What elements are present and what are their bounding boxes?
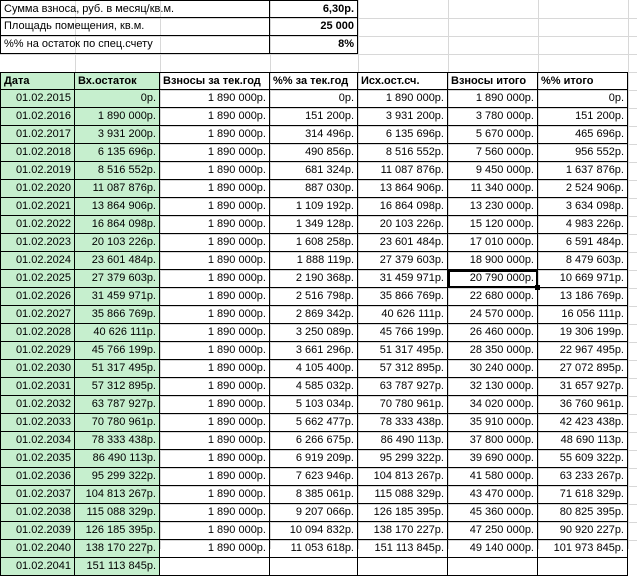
table-cell[interactable]: 115 088 329р. xyxy=(358,486,448,504)
column-header[interactable]: %% итого xyxy=(538,72,628,90)
table-cell[interactable]: 16 056 111р. xyxy=(538,306,628,324)
table-cell[interactable]: 1 890 000р. xyxy=(160,378,270,396)
table-cell[interactable]: 101 973 845р. xyxy=(538,540,628,558)
table-cell[interactable]: 32 130 000р. xyxy=(448,378,538,396)
table-cell[interactable]: 465 696р. xyxy=(538,126,628,144)
table-cell[interactable]: 45 766 199р. xyxy=(358,324,448,342)
table-cell[interactable]: 1 890 000р. xyxy=(160,342,270,360)
table-cell[interactable]: 39 690 000р. xyxy=(448,450,538,468)
table-cell[interactable]: 2 869 342р. xyxy=(270,306,358,324)
table-cell[interactable]: 1 890 000р. xyxy=(160,162,270,180)
table-cell[interactable]: 1 890 000р. xyxy=(160,90,270,108)
table-cell[interactable]: 70 780 961р. xyxy=(75,414,160,432)
table-cell[interactable]: 8 516 552р. xyxy=(75,162,160,180)
table-cell[interactable]: 11 340 000р. xyxy=(448,180,538,198)
table-cell[interactable]: 01.02.2023 xyxy=(0,234,75,252)
table-cell[interactable]: 01.02.2038 xyxy=(0,504,75,522)
table-cell[interactable]: 42 423 438р. xyxy=(538,414,628,432)
param-label[interactable]: Сумма взноса, руб. в месяц/кв.м. xyxy=(0,0,270,18)
table-cell[interactable]: 4 585 032р. xyxy=(270,378,358,396)
table-cell[interactable]: 45 360 000р. xyxy=(448,504,538,522)
table-cell[interactable]: 34 020 000р. xyxy=(448,396,538,414)
table-cell[interactable]: 40 626 111р. xyxy=(358,306,448,324)
table-cell[interactable]: 80 825 395р. xyxy=(538,504,628,522)
table-cell[interactable]: 3 931 200р. xyxy=(358,108,448,126)
table-cell[interactable]: 30 240 000р. xyxy=(448,360,538,378)
gridline xyxy=(628,0,629,549)
table-cell[interactable]: 956 552р. xyxy=(538,144,628,162)
table-cell[interactable]: 1 890 000р. xyxy=(448,90,538,108)
table-cell[interactable]: 45 766 199р. xyxy=(75,342,160,360)
table-cell[interactable]: 13 186 769р. xyxy=(538,288,628,306)
table-cell[interactable]: 1 890 000р. xyxy=(160,270,270,288)
table-cell[interactable]: 8 385 061р. xyxy=(270,486,358,504)
table-cell[interactable]: 01.02.2034 xyxy=(0,432,75,450)
table-cell[interactable]: 126 185 395р. xyxy=(75,522,160,540)
table-cell[interactable]: 5 662 477р. xyxy=(270,414,358,432)
table-cell[interactable]: 01.02.2030 xyxy=(0,360,75,378)
table-cell[interactable]: 138 170 227р. xyxy=(358,522,448,540)
table-cell[interactable]: 1 890 000р. xyxy=(160,108,270,126)
table-cell[interactable]: 1 890 000р. xyxy=(160,540,270,558)
table-cell[interactable]: 2 516 798р. xyxy=(270,288,358,306)
column-header[interactable]: Взносы итого xyxy=(448,72,538,90)
table-cell[interactable]: 314 496р. xyxy=(270,126,358,144)
table-cell[interactable]: 18 900 000р. xyxy=(448,252,538,270)
table-cell[interactable]: 01.02.2037 xyxy=(0,486,75,504)
table-cell[interactable]: 9 207 066р. xyxy=(270,504,358,522)
table-cell[interactable]: 01.02.2026 xyxy=(0,288,75,306)
table-cell[interactable] xyxy=(160,558,270,576)
table-cell[interactable]: 6 135 696р. xyxy=(358,126,448,144)
table-cell[interactable]: 5 670 000р. xyxy=(448,126,538,144)
table-cell[interactable]: 6 919 209р. xyxy=(270,450,358,468)
table-cell[interactable]: 51 317 495р. xyxy=(75,360,160,378)
table-cell[interactable]: 55 609 322р. xyxy=(538,450,628,468)
table-cell[interactable]: 01.02.2015 xyxy=(0,90,75,108)
table-cell[interactable]: 27 072 895р. xyxy=(538,360,628,378)
table-cell[interactable]: 20 103 226р. xyxy=(75,234,160,252)
table-cell[interactable]: 1 890 000р. xyxy=(160,126,270,144)
table-cell[interactable]: 13 230 000р. xyxy=(448,198,538,216)
table-cell[interactable]: 01.02.2025 xyxy=(0,270,75,288)
table-cell[interactable]: 7 623 946р. xyxy=(270,468,358,486)
table-cell[interactable]: 28 350 000р. xyxy=(448,342,538,360)
table-cell[interactable]: 01.02.2035 xyxy=(0,450,75,468)
table-cell[interactable]: 138 170 227р. xyxy=(75,540,160,558)
table-cell[interactable]: 15 120 000р. xyxy=(448,216,538,234)
table-cell[interactable]: 63 787 927р. xyxy=(358,378,448,396)
table-cell[interactable]: 01.02.2031 xyxy=(0,378,75,396)
table-cell[interactable]: 71 618 329р. xyxy=(538,486,628,504)
column-header[interactable]: Дата xyxy=(0,72,75,90)
table-cell[interactable]: 7 560 000р. xyxy=(448,144,538,162)
table-cell[interactable]: 01.02.2024 xyxy=(0,252,75,270)
table-cell[interactable]: 4 105 400р. xyxy=(270,360,358,378)
table-cell[interactable]: 78 333 438р. xyxy=(75,432,160,450)
table-cell[interactable]: 0р. xyxy=(270,90,358,108)
table-cell[interactable]: 23 601 484р. xyxy=(75,252,160,270)
table-cell[interactable]: 01.02.2039 xyxy=(0,522,75,540)
table-cell[interactable]: 1 890 000р. xyxy=(160,522,270,540)
table-cell[interactable]: 57 312 895р. xyxy=(75,378,160,396)
table-cell[interactable]: 1 890 000р. xyxy=(160,180,270,198)
table-cell[interactable]: 1 890 000р. xyxy=(160,288,270,306)
table-cell[interactable]: 16 864 098р. xyxy=(358,198,448,216)
table-cell[interactable]: 9 450 000р. xyxy=(448,162,538,180)
table-cell[interactable]: 86 490 113р. xyxy=(75,450,160,468)
table-cell[interactable]: 1 890 000р. xyxy=(160,324,270,342)
table-cell[interactable]: 48 690 113р. xyxy=(538,432,628,450)
table-cell[interactable]: 1 890 000р. xyxy=(160,414,270,432)
table-cell[interactable]: 151 113 845р. xyxy=(75,558,160,576)
table-cell[interactable]: 01.02.2019 xyxy=(0,162,75,180)
table-cell[interactable]: 01.02.2041 xyxy=(0,558,75,576)
param-value[interactable]: 8% xyxy=(270,36,358,54)
column-header[interactable]: %% за тек.год xyxy=(270,72,358,90)
table-cell[interactable]: 27 379 603р. xyxy=(358,252,448,270)
table-cell[interactable] xyxy=(448,558,538,576)
table-cell[interactable]: 95 299 322р. xyxy=(358,450,448,468)
table-cell[interactable]: 887 030р. xyxy=(270,180,358,198)
table-cell[interactable]: 11 053 618р. xyxy=(270,540,358,558)
table-cell[interactable]: 1 890 000р. xyxy=(160,198,270,216)
fill-handle[interactable] xyxy=(535,285,540,290)
table-cell[interactable]: 1 349 128р. xyxy=(270,216,358,234)
param-label[interactable]: Площадь помещения, кв.м. xyxy=(0,18,270,36)
table-cell[interactable]: 1 608 258р. xyxy=(270,234,358,252)
table-cell[interactable]: 3 931 200р. xyxy=(75,126,160,144)
table-cell[interactable]: 1 890 000р. xyxy=(160,360,270,378)
table-cell[interactable]: 01.02.2020 xyxy=(0,180,75,198)
table-cell[interactable]: 0р. xyxy=(75,90,160,108)
table-cell[interactable]: 01.02.2027 xyxy=(0,306,75,324)
table-cell[interactable]: 6 591 484р. xyxy=(538,234,628,252)
table-cell[interactable]: 5 103 034р. xyxy=(270,396,358,414)
table-cell[interactable] xyxy=(270,558,358,576)
table-cell[interactable]: 37 800 000р. xyxy=(448,432,538,450)
table-cell[interactable]: 01.02.2033 xyxy=(0,414,75,432)
table-cell[interactable]: 78 333 438р. xyxy=(358,414,448,432)
table-cell[interactable]: 11 087 876р. xyxy=(75,180,160,198)
table-cell[interactable]: 3 661 296р. xyxy=(270,342,358,360)
param-label[interactable]: %% на остаток по спец.счету xyxy=(0,36,270,54)
table-cell[interactable]: 90 920 227р. xyxy=(538,522,628,540)
table-cell[interactable]: 1 890 000р. xyxy=(160,450,270,468)
table-cell[interactable]: 1 890 000р. xyxy=(160,252,270,270)
table-cell[interactable]: 13 864 906р. xyxy=(75,198,160,216)
table-cell[interactable]: 1 890 000р. xyxy=(160,396,270,414)
table-cell[interactable]: 19 306 199р. xyxy=(538,324,628,342)
table-cell[interactable]: 36 760 961р. xyxy=(538,396,628,414)
table-cell[interactable]: 2 190 368р. xyxy=(270,270,358,288)
selected-cell[interactable]: 20 790 000р. xyxy=(448,270,538,288)
table-cell[interactable]: 8 516 552р. xyxy=(358,144,448,162)
table-cell[interactable]: 1 890 000р. xyxy=(160,234,270,252)
table-cell[interactable]: 01.02.2028 xyxy=(0,324,75,342)
column-header[interactable]: Взносы за тек.год xyxy=(160,72,270,90)
table-cell[interactable]: 1 890 000р. xyxy=(160,306,270,324)
table-cell[interactable]: 115 088 329р. xyxy=(75,504,160,522)
table-cell[interactable]: 63 787 927р. xyxy=(75,396,160,414)
table-cell[interactable]: 16 864 098р. xyxy=(75,216,160,234)
table-cell[interactable]: 1 637 876р. xyxy=(538,162,628,180)
table-cell[interactable]: 31 657 927р. xyxy=(538,378,628,396)
table-cell[interactable]: 104 813 267р. xyxy=(358,468,448,486)
column-header[interactable]: Вх.остаток xyxy=(75,72,160,90)
table-cell[interactable]: 01.02.2029 xyxy=(0,342,75,360)
table-cell[interactable]: 1 890 000р. xyxy=(358,90,448,108)
table-cell[interactable]: 1 109 192р. xyxy=(270,198,358,216)
param-value[interactable]: 25 000 xyxy=(270,18,358,36)
table-cell[interactable]: 1 888 119р. xyxy=(270,252,358,270)
table-cell[interactable]: 1 890 000р. xyxy=(160,432,270,450)
table-cell[interactable]: 63 233 267р. xyxy=(538,468,628,486)
table-cell[interactable]: 2 524 906р. xyxy=(538,180,628,198)
table-cell[interactable]: 01.02.2018 xyxy=(0,144,75,162)
table-cell[interactable]: 8 479 603р. xyxy=(538,252,628,270)
table-cell[interactable]: 10 669 971р. xyxy=(538,270,628,288)
table-cell[interactable]: 86 490 113р. xyxy=(358,432,448,450)
param-value[interactable]: 6,30р. xyxy=(270,0,358,18)
table-cell[interactable]: 35 866 769р. xyxy=(75,306,160,324)
table-cell[interactable]: 01.02.2021 xyxy=(0,198,75,216)
table-cell[interactable]: 70 780 961р. xyxy=(358,396,448,414)
table-cell[interactable]: 20 103 226р. xyxy=(358,216,448,234)
table-cell[interactable] xyxy=(538,558,628,576)
table-cell[interactable]: 95 299 322р. xyxy=(75,468,160,486)
table-cell[interactable]: 681 324р. xyxy=(270,162,358,180)
table-cell[interactable]: 1 890 000р. xyxy=(160,216,270,234)
table-cell[interactable]: 104 813 267р. xyxy=(75,486,160,504)
table-cell[interactable]: 49 140 000р. xyxy=(448,540,538,558)
table-cell[interactable]: 01.02.2036 xyxy=(0,468,75,486)
table-cell[interactable]: 01.02.2022 xyxy=(0,216,75,234)
table-cell[interactable]: 27 379 603р. xyxy=(75,270,160,288)
table-cell[interactable]: 01.02.2017 xyxy=(0,126,75,144)
table-cell[interactable]: 151 200р. xyxy=(270,108,358,126)
table-cell[interactable]: 47 250 000р. xyxy=(448,522,538,540)
table-cell[interactable] xyxy=(358,558,448,576)
table-cell[interactable]: 24 570 000р. xyxy=(448,306,538,324)
table-cell[interactable]: 1 890 000р. xyxy=(75,108,160,126)
table-cell[interactable]: 151 113 845р. xyxy=(358,540,448,558)
table-cell[interactable]: 41 580 000р. xyxy=(448,468,538,486)
table-cell[interactable]: 51 317 495р. xyxy=(358,342,448,360)
column-header[interactable]: Исх.ост.сч. xyxy=(358,72,448,90)
table-cell[interactable]: 01.02.2032 xyxy=(0,396,75,414)
table-cell[interactable]: 22 680 000р. xyxy=(448,288,538,306)
table-cell[interactable]: 126 185 395р. xyxy=(358,504,448,522)
table-cell[interactable]: 43 470 000р. xyxy=(448,486,538,504)
table-cell[interactable]: 3 250 089р. xyxy=(270,324,358,342)
table-cell[interactable]: 6 135 696р. xyxy=(75,144,160,162)
table-cell[interactable]: 35 910 000р. xyxy=(448,414,538,432)
gridline xyxy=(0,54,637,55)
table-cell[interactable]: 35 866 769р. xyxy=(358,288,448,306)
table-cell[interactable]: 11 087 876р. xyxy=(358,162,448,180)
table-cell[interactable]: 10 094 832р. xyxy=(270,522,358,540)
table-cell[interactable]: 1 890 000р. xyxy=(160,144,270,162)
table-cell[interactable]: 26 460 000р. xyxy=(448,324,538,342)
table-cell[interactable]: 4 983 226р. xyxy=(538,216,628,234)
table-cell[interactable]: 3 780 000р. xyxy=(448,108,538,126)
table-cell[interactable]: 57 312 895р. xyxy=(358,360,448,378)
table-cell[interactable]: 31 459 971р. xyxy=(358,270,448,288)
table-cell[interactable]: 01.02.2040 xyxy=(0,540,75,558)
table-cell[interactable]: 3 634 098р. xyxy=(538,198,628,216)
table-cell[interactable]: 01.02.2016 xyxy=(0,108,75,126)
table-cell[interactable]: 31 459 971р. xyxy=(75,288,160,306)
table-cell[interactable]: 22 967 495р. xyxy=(538,342,628,360)
table-cell[interactable]: 1 890 000р. xyxy=(160,504,270,522)
table-cell[interactable]: 13 864 906р. xyxy=(358,180,448,198)
table-cell[interactable]: 6 266 675р. xyxy=(270,432,358,450)
table-cell[interactable]: 40 626 111р. xyxy=(75,324,160,342)
table-cell[interactable]: 17 010 000р. xyxy=(448,234,538,252)
table-cell[interactable]: 151 200р. xyxy=(538,108,628,126)
table-cell[interactable]: 1 890 000р. xyxy=(160,486,270,504)
table-cell[interactable]: 23 601 484р. xyxy=(358,234,448,252)
table-cell[interactable]: 0р. xyxy=(538,90,628,108)
table-cell[interactable]: 1 890 000р. xyxy=(160,468,270,486)
table-cell[interactable]: 490 856р. xyxy=(270,144,358,162)
